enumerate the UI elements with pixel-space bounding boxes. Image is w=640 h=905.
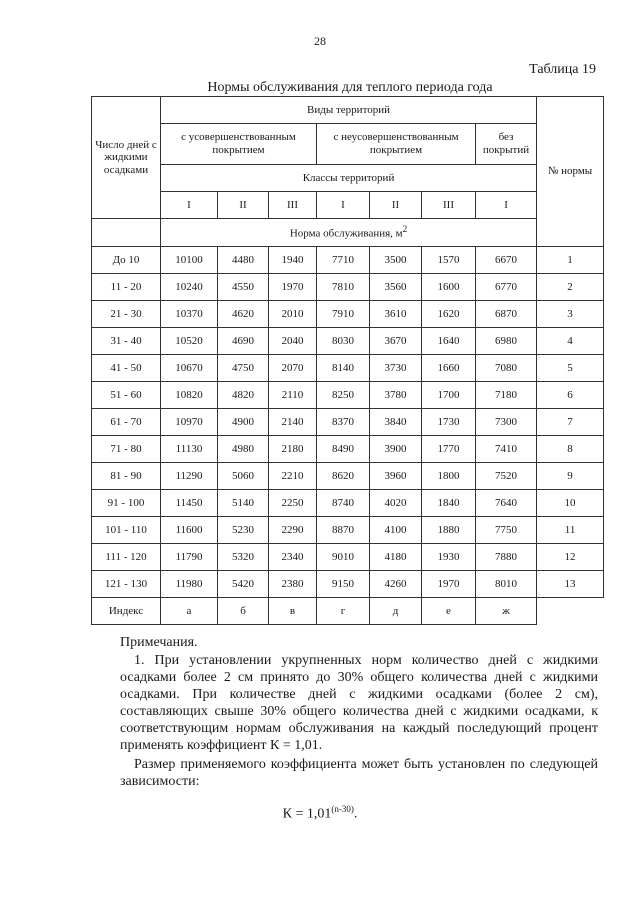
norm-value-cell: 7520 bbox=[476, 463, 537, 490]
days-cell: 111 - 120 bbox=[92, 544, 161, 571]
class-cell: I bbox=[161, 192, 218, 219]
norm-value-cell: 1930 bbox=[422, 544, 476, 571]
norm-value-cell: 7410 bbox=[476, 436, 537, 463]
norm-value-cell: 5320 bbox=[218, 544, 269, 571]
table-row bbox=[92, 463, 604, 490]
norm-value-cell: 10820 bbox=[161, 382, 218, 409]
norm-value-cell: 2110 bbox=[269, 382, 317, 409]
norm-number-cell: 5 bbox=[537, 355, 604, 382]
norm-value-cell: 10670 bbox=[161, 355, 218, 382]
table-row bbox=[92, 544, 604, 571]
norm-value-cell: 4260 bbox=[370, 571, 422, 598]
table-row bbox=[92, 490, 604, 517]
norm-value-cell: 3900 bbox=[370, 436, 422, 463]
norm-value-cell: 2180 bbox=[269, 436, 317, 463]
class-cell: I bbox=[476, 192, 537, 219]
norm-value-cell: 9150 bbox=[317, 571, 370, 598]
norm-value-cell: 8030 bbox=[317, 328, 370, 355]
index-cell: ж bbox=[476, 598, 537, 625]
norm-number-cell: 7 bbox=[537, 409, 604, 436]
norm-value-cell: 1640 bbox=[422, 328, 476, 355]
days-cell: 81 - 90 bbox=[92, 463, 161, 490]
norm-value-cell: 3730 bbox=[370, 355, 422, 382]
index-cell: б bbox=[218, 598, 269, 625]
norm-value-cell: 11600 bbox=[161, 517, 218, 544]
norm-value-cell: 1880 bbox=[422, 517, 476, 544]
norm-value-cell: 2250 bbox=[269, 490, 317, 517]
norm-value-cell: 11790 bbox=[161, 544, 218, 571]
norm-value-cell: 6980 bbox=[476, 328, 537, 355]
type-improved-header: с усовершенствованным покрытием bbox=[161, 124, 317, 165]
class-cell: II bbox=[218, 192, 269, 219]
norm-value-cell: 2340 bbox=[269, 544, 317, 571]
types-header: Виды территорий bbox=[161, 97, 537, 124]
norm-value-cell: 8250 bbox=[317, 382, 370, 409]
norm-value-cell: 7640 bbox=[476, 490, 537, 517]
days-cell: 51 - 60 bbox=[92, 382, 161, 409]
norm-value-cell: 4480 bbox=[218, 247, 269, 274]
norm-value-cell: 7910 bbox=[317, 301, 370, 328]
norm-value-cell: 3840 bbox=[370, 409, 422, 436]
notes-title: Примечания. bbox=[120, 635, 198, 650]
norm-value-cell: 2290 bbox=[269, 517, 317, 544]
class-cell: I bbox=[317, 192, 370, 219]
norm-value-cell: 6670 bbox=[476, 247, 537, 274]
days-cell: 11 - 20 bbox=[92, 274, 161, 301]
norm-value-cell: 5230 bbox=[218, 517, 269, 544]
classes-header: Классы территорий bbox=[161, 165, 537, 192]
type-unimproved-header: с неусовершенствованным покрытием bbox=[317, 124, 476, 165]
days-cell: 101 - 110 bbox=[92, 517, 161, 544]
table-row bbox=[92, 301, 604, 328]
index-label: Индекс bbox=[92, 598, 161, 625]
norm-value-cell: 11130 bbox=[161, 436, 218, 463]
index-cell: д bbox=[370, 598, 422, 625]
norm-number-cell: 12 bbox=[537, 544, 604, 571]
norm-header-text: Норма обслуживания, м bbox=[289, 228, 403, 240]
norm-value-cell: 5140 bbox=[218, 490, 269, 517]
norm-value-cell: 2010 bbox=[269, 301, 317, 328]
norm-value-cell: 7300 bbox=[476, 409, 537, 436]
norm-value-cell: 7750 bbox=[476, 517, 537, 544]
index-cell: г bbox=[317, 598, 370, 625]
norm-value-cell: 10970 bbox=[161, 409, 218, 436]
formula bbox=[0, 804, 640, 823]
norm-value-cell: 4180 bbox=[370, 544, 422, 571]
table-title: Нормы обслуживания для теплого периода года bbox=[207, 80, 493, 95]
blank-cell bbox=[537, 598, 604, 625]
norm-value-cell: 7880 bbox=[476, 544, 537, 571]
days-cell: 71 - 80 bbox=[92, 436, 161, 463]
norm-value-cell: 8140 bbox=[317, 355, 370, 382]
norm-value-cell: 3780 bbox=[370, 382, 422, 409]
type-none-header: без покрытий bbox=[476, 124, 537, 165]
norm-value-cell: 10370 bbox=[161, 301, 218, 328]
days-cell: 121 - 130 bbox=[92, 571, 161, 598]
norm-value-cell: 1570 bbox=[422, 247, 476, 274]
days-cell: 61 - 70 bbox=[92, 409, 161, 436]
norm-header bbox=[161, 219, 537, 247]
norm-number-cell: 4 bbox=[537, 328, 604, 355]
norm-value-cell: 1970 bbox=[422, 571, 476, 598]
norm-value-cell: 4100 bbox=[370, 517, 422, 544]
class-cell: III bbox=[422, 192, 476, 219]
norm-value-cell: 7810 bbox=[317, 274, 370, 301]
note-1: 1. При установлении укрупненных норм количество дней с жидкими осадками более 2 см принято до 30% общего количества дней с жидкими осадками. При количестве дней с жидкими осадками (более 2 см), составляющих свыше 30% общего количества дней с жидкими осадками, к соответствующим нормам обслуживания на каждый последующий процент применять коэффициент К = 1,01. bbox=[120, 653, 598, 753]
norm-number-header: № нормы bbox=[537, 97, 604, 247]
norm-value-cell: 2140 bbox=[269, 409, 317, 436]
norm-value-cell: 4820 bbox=[218, 382, 269, 409]
norm-number-cell: 9 bbox=[537, 463, 604, 490]
norm-value-cell: 5420 bbox=[218, 571, 269, 598]
class-cell: II bbox=[370, 192, 422, 219]
norm-number-cell: 11 bbox=[537, 517, 604, 544]
norm-value-cell: 8010 bbox=[476, 571, 537, 598]
norm-value-cell: 7080 bbox=[476, 355, 537, 382]
index-cell: а bbox=[161, 598, 218, 625]
norm-header-sup: 2 bbox=[402, 224, 408, 235]
norm-value-cell: 4980 bbox=[218, 436, 269, 463]
norm-value-cell: 1770 bbox=[422, 436, 476, 463]
index-row bbox=[92, 598, 604, 625]
table-row bbox=[92, 274, 604, 301]
formula-exponent: (n-30) bbox=[331, 804, 354, 814]
formula-end: . bbox=[353, 806, 358, 822]
norm-value-cell: 1660 bbox=[422, 355, 476, 382]
norm-value-cell: 6770 bbox=[476, 274, 537, 301]
norm-value-cell: 4750 bbox=[218, 355, 269, 382]
norm-number-cell: 2 bbox=[537, 274, 604, 301]
norm-value-cell: 4900 bbox=[218, 409, 269, 436]
table-row bbox=[92, 328, 604, 355]
norm-value-cell: 3560 bbox=[370, 274, 422, 301]
norm-value-cell: 8870 bbox=[317, 517, 370, 544]
norm-value-cell: 8620 bbox=[317, 463, 370, 490]
formula-base: К = 1,01 bbox=[282, 806, 332, 822]
norm-value-cell: 1840 bbox=[422, 490, 476, 517]
norm-number-cell: 3 bbox=[537, 301, 604, 328]
norm-number-cell: 8 bbox=[537, 436, 604, 463]
norm-value-cell: 4550 bbox=[218, 274, 269, 301]
norm-value-cell: 9010 bbox=[317, 544, 370, 571]
norm-value-cell: 7710 bbox=[317, 247, 370, 274]
norm-value-cell: 1600 bbox=[422, 274, 476, 301]
norm-value-cell: 4020 bbox=[370, 490, 422, 517]
table-row bbox=[92, 436, 604, 463]
days-cell: 31 - 40 bbox=[92, 328, 161, 355]
days-cell: До 10 bbox=[92, 247, 161, 274]
norm-value-cell: 3960 bbox=[370, 463, 422, 490]
norms-table bbox=[91, 96, 604, 625]
norm-value-cell: 1940 bbox=[269, 247, 317, 274]
norm-value-cell: 11290 bbox=[161, 463, 218, 490]
norm-value-cell: 8490 bbox=[317, 436, 370, 463]
class-cell: III bbox=[269, 192, 317, 219]
norm-value-cell: 4620 bbox=[218, 301, 269, 328]
table-row bbox=[92, 247, 604, 274]
norm-value-cell: 11450 bbox=[161, 490, 218, 517]
norm-value-cell: 3670 bbox=[370, 328, 422, 355]
days-cell: 21 - 30 bbox=[92, 301, 161, 328]
page-number: 28 bbox=[314, 34, 326, 48]
norm-value-cell: 1730 bbox=[422, 409, 476, 436]
norm-value-cell: 1700 bbox=[422, 382, 476, 409]
norm-value-cell: 10240 bbox=[161, 274, 218, 301]
norm-value-cell: 2070 bbox=[269, 355, 317, 382]
days-column-header: Число дней с жидкими осадками bbox=[92, 97, 161, 219]
index-cell: в bbox=[269, 598, 317, 625]
norm-value-cell: 3610 bbox=[370, 301, 422, 328]
norm-value-cell: 3500 bbox=[370, 247, 422, 274]
norm-value-cell: 11980 bbox=[161, 571, 218, 598]
norm-value-cell: 1620 bbox=[422, 301, 476, 328]
norm-value-cell: 2210 bbox=[269, 463, 317, 490]
norm-value-cell: 2040 bbox=[269, 328, 317, 355]
norm-number-cell: 13 bbox=[537, 571, 604, 598]
norm-number-cell: 6 bbox=[537, 382, 604, 409]
norm-value-cell: 1970 bbox=[269, 274, 317, 301]
norm-number-cell: 1 bbox=[537, 247, 604, 274]
note-2: Размер применяемого коэффициента может быть установлен по следующей зависимости: bbox=[120, 757, 598, 789]
empty-cell bbox=[92, 219, 161, 247]
norm-value-cell: 4690 bbox=[218, 328, 269, 355]
norm-value-cell: 8370 bbox=[317, 409, 370, 436]
table-row bbox=[92, 409, 604, 436]
table-row bbox=[92, 382, 604, 409]
table-label: Таблица 19 bbox=[529, 62, 596, 77]
norm-value-cell: 10520 bbox=[161, 328, 218, 355]
norm-value-cell: 6870 bbox=[476, 301, 537, 328]
table-row bbox=[92, 517, 604, 544]
table-row bbox=[92, 355, 604, 382]
norm-value-cell: 5060 bbox=[218, 463, 269, 490]
days-cell: 41 - 50 bbox=[92, 355, 161, 382]
table-row bbox=[92, 571, 604, 598]
norm-value-cell: 7180 bbox=[476, 382, 537, 409]
norm-value-cell: 8740 bbox=[317, 490, 370, 517]
norm-number-cell: 10 bbox=[537, 490, 604, 517]
index-cell: е bbox=[422, 598, 476, 625]
norm-value-cell: 1800 bbox=[422, 463, 476, 490]
norm-value-cell: 2380 bbox=[269, 571, 317, 598]
norm-value-cell: 10100 bbox=[161, 247, 218, 274]
days-cell: 91 - 100 bbox=[92, 490, 161, 517]
